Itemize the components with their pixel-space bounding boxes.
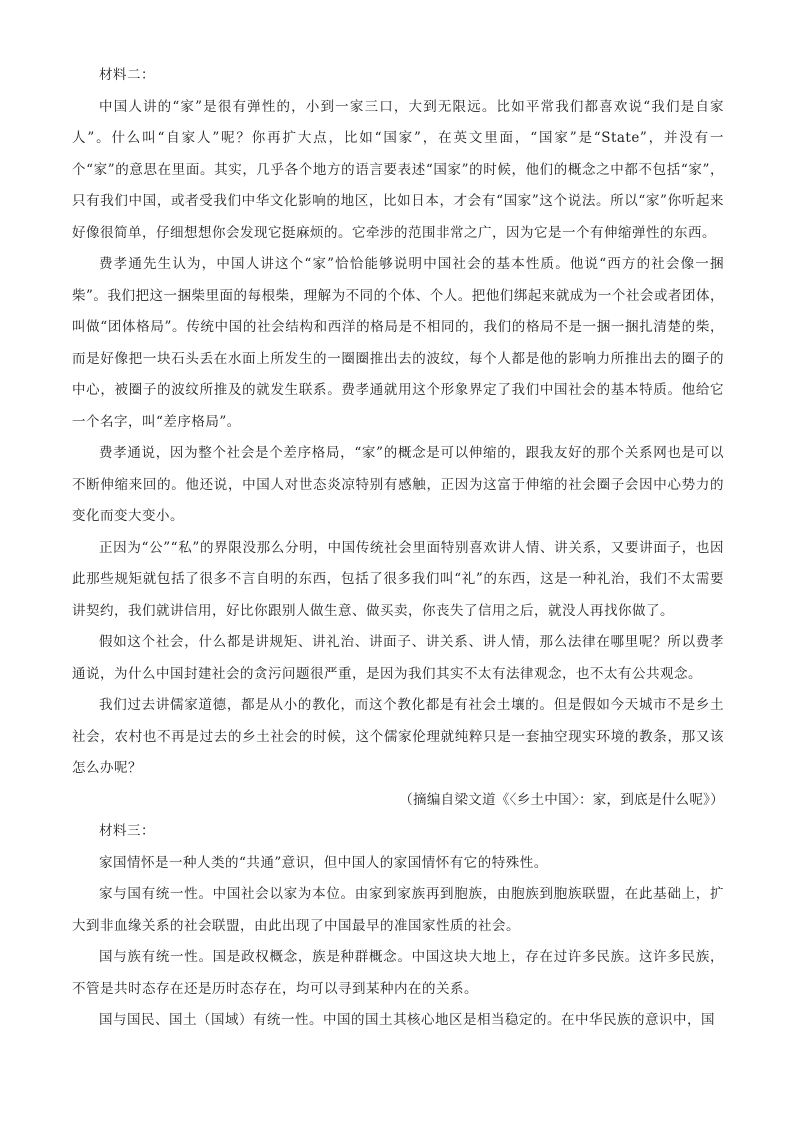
material-3-paragraph-1: 家国情怀是一种人类的“共通”意识，但中国人的家国情怀有它的特殊性。 [99, 854, 548, 871]
material-2-paragraph-4: 正因为“公”“私”的界限没那么分明，中国传统社会里面特别喜欢讲人情、讲关系，又要讲面子，也因此那些规矩就包括了很多不言自明的东西，包括了很多我们叫“礼”的东西，这是一种礼治，我们不太需要讲契约，我们就讲信用，好比你跟别人做生意、做买卖，你丧失了信用之后，就没人再找你做了。 [72, 539, 724, 619]
document-body [72, 60, 724, 1037]
material-2-paragraph-3: 费孝通说，因为整个社会是个差序格局，“家”的概念是可以伸缩的，跟我友好的那个关系网也是可以不断伸缩来回的。他还说，中国人对世态炎凉特别有感触，正因为这富于伸缩的社会圈子会因中心势力的变化而变大变小。 [72, 445, 724, 524]
material-2-paragraph-1: 中国人讲的“家”是很有弹性的，小到一家三口，大到无限远。比如平常我们都喜欢说“我们是自家人”。什么叫“自家人”呢？你再扩大点，比如“国家”，在英文里面，“国家”是“State”，并没有一个“家”的意思在里面。其实，几乎各个地方的语言要表述“国家”的时候，他们的概念之中都不包括“家”，只有我们中国，或者受我们中华文化影响的地区，比如日本，才会有“国家”这个说法。所以“家”你听起来好像很简单，仔细想想你会发现它挺麻烦的。它牵涉的范围非常之广，因为它是一个有伸缩弹性的东西。 [72, 98, 724, 241]
material-2-source-citation: （摘编自梁文道《〈乡土中国〉：家，到底是什么呢》） [399, 791, 724, 808]
material-2-paragraph-2: 费孝通先生认为，中国人讲这个“家”恰恰能够说明中国社会的基本性质。他说“西方的社会像一捆柴”。我们把这一捆柴里面的每根柴，理解为不同的个体、个人。把他们绑起来就成为一个社会或者团体，叫做“团体格局”。传统中国的社会结构和西洋的格局是不相同的，我们的格局不是一捆一捆扎清楚的柴，而是好像把一块石头丢在水面上所发生的一圈圈推出去的波纹，每个人都是他的影响力所推出去的圈子的中心，被圈子的波纹所推及的就发生联系。费孝通就用这个形象界定了我们中国社会的基本特质。他给它一个名字，叫“差序格局”。 [72, 256, 724, 430]
material-3-label: 材料三： [99, 823, 155, 839]
material-2-paragraph-6: 我们过去讲儒家道德，都是从小的教化，而这个教化都是有社会土壤的。但是假如今天城市不是乡土社会，农村也不再是过去的乡土社会的时候，这个儒家伦理就纯粹只是一套抽空现实环境的教条，那又该怎么办呢？ [72, 697, 724, 776]
material-2-label: 材料二： [99, 67, 155, 83]
material-3-paragraph-3: 国与族有统一性。国是政权概念，族是种群概念。中国这块大地上，存在过许多民族。这许多民族，不管是共时态存在还是历时态存在，均可以寻到某种内在的关系。 [72, 949, 724, 997]
material-3-paragraph-2: 家与国有统一性。中国社会以家为本位。由家到家族再到胞族，由胞族到胞族联盟，在此基础上，扩大到非血缘关系的社会联盟，由此出现了中国最早的准国家性质的社会。 [72, 886, 724, 934]
material-3-paragraph-4: 国与国民、国土（国域）有统一性。中国的国土其核心地区是相当稳定的。在中华民族的意识中，国 [99, 1012, 715, 1028]
material-2-paragraph-5: 假如这个社会，什么都是讲规矩、讲礼治、讲面子、讲关系、讲人情，那么法律在哪里呢？所以费孝通说，为什么中国封建社会的贪污问题很严重，是因为我们其实不太有法律观念，也不太有公共观念。 [72, 634, 724, 682]
